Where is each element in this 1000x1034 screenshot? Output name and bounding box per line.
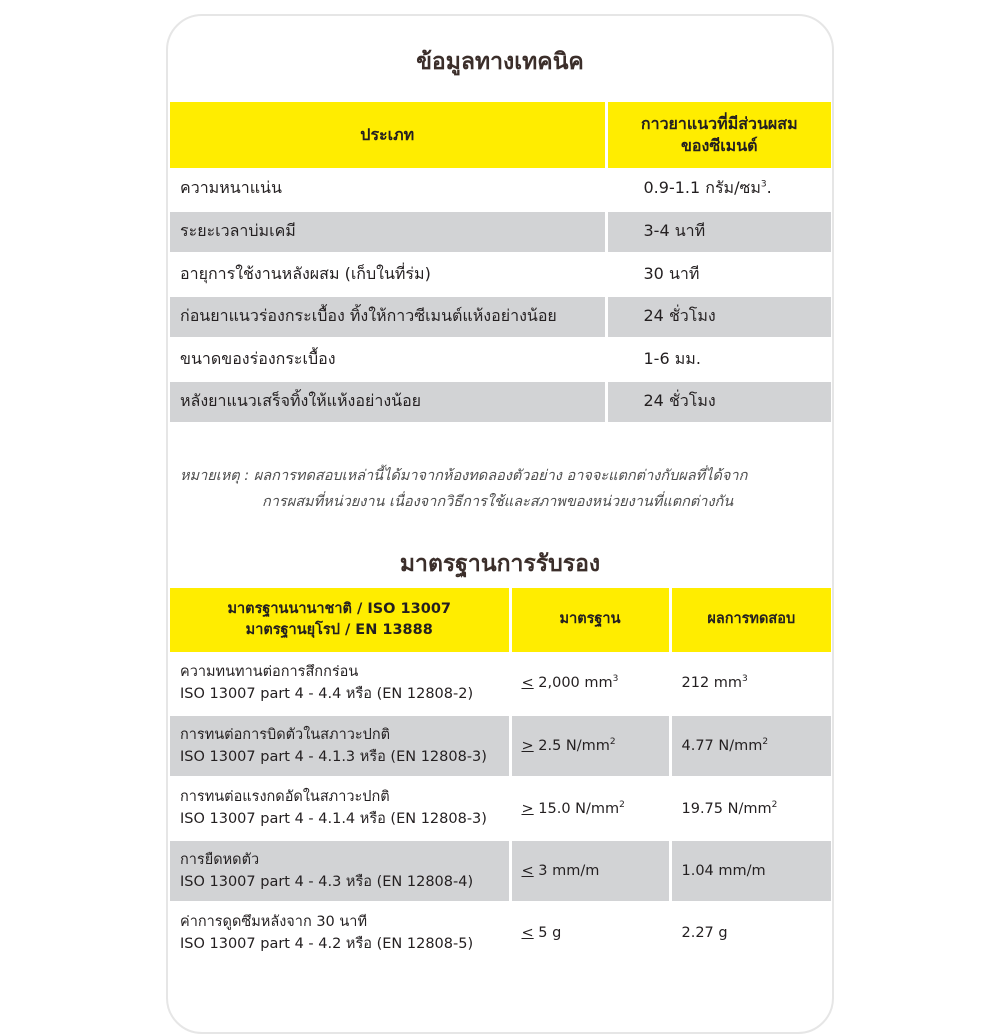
row-label: หลังยาแนวเสร็จทิ้งให้แห้งอย่างน้อย [170,381,606,424]
table-row [170,652,831,715]
row-label: ระยะเวลาบ่มเคมี [170,211,606,254]
technical-data-title: ข้อมูลทางเทคนิค [416,49,584,75]
note-line-2: การผสมที่หน่วยงาน เนื่องจากวิธีการใช้และสภาพของหน่วยงานที่แตกต่างกัน [262,494,734,510]
column-header-value: กาวยาแนวที่มีส่วนผสม ของซีเมนต์ [606,102,831,168]
note-line-1: หมายเหตุ : ผลการทดสอบเหล่านี้ได้มาจากห้องทดลองตัวอย่าง อาจจะแตกต่างกับผลที่ได้จาก [180,468,748,484]
row-result: 19.75 $N/mm^2$ [670,777,831,840]
row-result: 4.77 $N/mm^2$ [670,715,831,778]
row-value: 24 ชั่วโมง [606,381,831,424]
row-value: 1-6 มม. [606,338,831,381]
table-row [170,777,831,840]
row-result: 1.04 mm/m [670,840,831,903]
row-standard: < 3 mm/m [510,840,670,903]
row-value: 24 ชั่วโมง [606,296,831,339]
row-result: 2.27 g [670,902,831,965]
column-header-type: ประเภท [170,102,606,168]
table-row [170,715,831,778]
row-label: ก่อนยาแนวร่องกระเบื้อง ทิ้งให้กาวซีเมนต์แห้งอย่างน้อย [170,296,606,339]
row-value: 3-4 นาที [606,211,831,254]
column-header-result: ผลการทดสอบ [670,588,831,652]
row-label: การทนต่อการบิดตัวในสภาวะปกติ ISO 13007 part 4 - 4.1.3 หรือ (EN 12808-3) [170,715,510,778]
row-standard: < 2,000 $mm^3$ [510,652,670,715]
table-row [170,902,831,965]
row-label: ความทนทานต่อการสึกกร่อน ISO 13007 part 4 - 4.4 หรือ (EN 12808-2) [170,652,510,715]
table-row [170,211,831,254]
row-standard: < 5 g [510,902,670,965]
row-label: ความหนาแน่น [170,168,606,211]
row-result: 212 $mm^3$ [670,652,831,715]
standards-title: มาตรฐานการรับรอง [399,551,601,577]
row-value: 30 นาที [606,253,831,296]
row-standard: > 2.5 $N/mm^2$ [510,715,670,778]
row-label: อายุการใช้งานหลังผสม (เก็บในที่ร่ม) [170,253,606,296]
table-row [170,840,831,903]
table-row [170,253,831,296]
table-row [170,338,831,381]
row-label: ขนาดของร่องกระเบื้อง [170,338,606,381]
row-value: 0.9-1.1 กรัม/ซม$^3$. [606,168,831,211]
table-row [170,168,831,211]
standards-table [170,588,831,966]
technical-data-table [170,102,831,424]
row-label: การทนต่อแรงกดอัดในสภาวะปกติ ISO 13007 part 4 - 4.1.4 หรือ (EN 12808-3) [170,777,510,840]
table-row [170,381,831,424]
row-standard: > 15.0 $N/mm^2$ [510,777,670,840]
test-results-note [180,463,810,515]
table-row [170,296,831,339]
row-label: การยืดหดตัว ISO 13007 part 4 - 4.3 หรือ (EN 12808-4) [170,840,510,903]
column-header-standard: มาตรฐาน [510,588,670,652]
row-label: ค่าการดูดซึมหลังจาก 30 นาที ISO 13007 part 4 - 4.2 หรือ (EN 12808-5) [170,902,510,965]
column-header-standard-name: มาตรฐานนานาชาติ / ISO 13007 มาตรฐานยุโรป / EN 13888 [170,588,510,652]
